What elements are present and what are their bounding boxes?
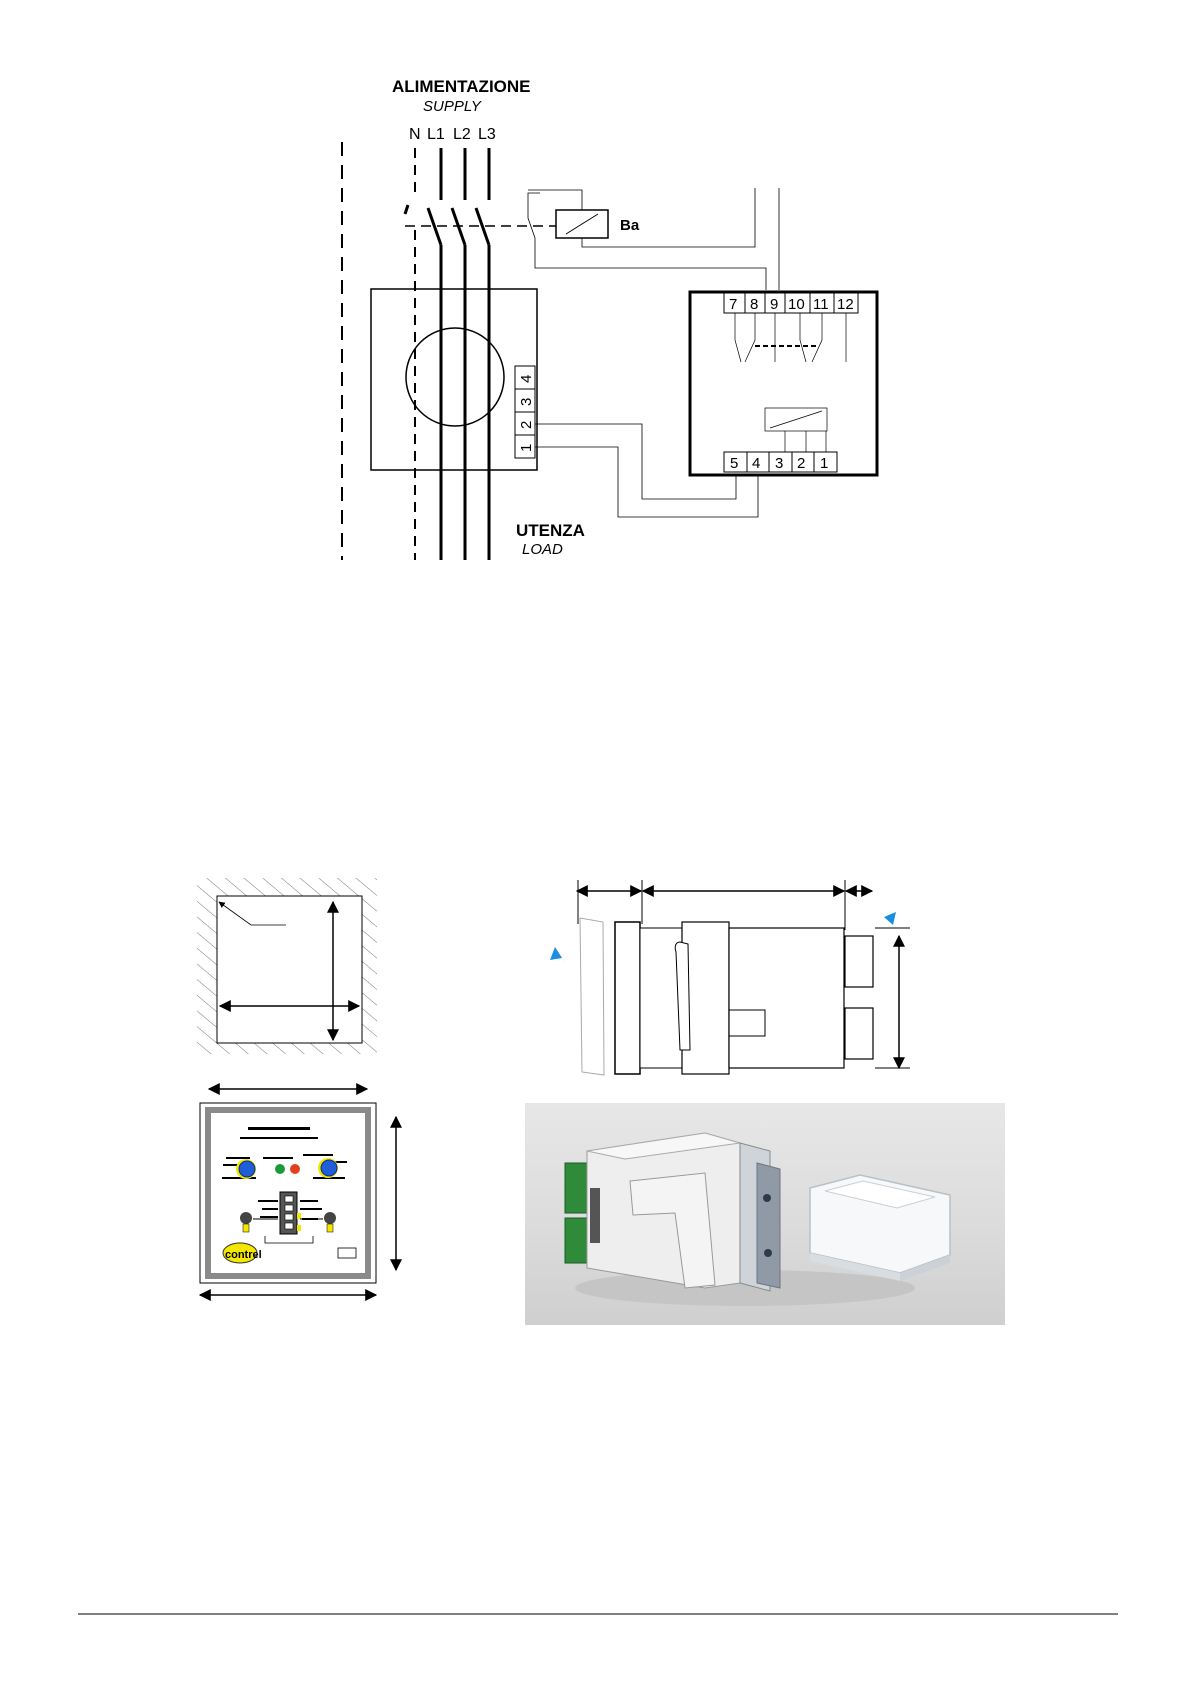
photo-front-panel xyxy=(757,1163,780,1288)
left-button-stem xyxy=(243,1224,249,1232)
relay-terminal-b3: 3 xyxy=(775,455,784,472)
arrow-pointer-icon xyxy=(550,947,566,964)
phase-label-l3: L3 xyxy=(478,126,496,143)
phase-label-l2: L2 xyxy=(453,126,471,143)
ct-terminal-4: 4 xyxy=(518,374,535,383)
wiring-diagram xyxy=(0,0,1190,600)
left-knob-icon xyxy=(239,1161,255,1177)
relay-terminal-12: 12 xyxy=(837,296,854,313)
relay-terminal-b5: 5 xyxy=(730,455,739,472)
relay-terminal-b4: 4 xyxy=(752,455,761,472)
dip-indicator xyxy=(297,1213,301,1219)
face-title-line xyxy=(248,1127,310,1130)
relay-terminal-11: 11 xyxy=(813,296,829,313)
relay-terminal-10: 10 xyxy=(788,296,805,313)
side-view-drawing xyxy=(550,880,910,1075)
phase-label-l1: L1 xyxy=(427,126,445,143)
right-button-icon xyxy=(324,1212,336,1224)
load-label-it: UTENZA xyxy=(516,521,585,540)
relay-terminal-b2: 2 xyxy=(797,455,806,472)
face-title-line xyxy=(240,1137,318,1139)
right-knob-icon xyxy=(321,1160,337,1176)
relay-terminal-9: 9 xyxy=(770,296,779,313)
front-view-drawing xyxy=(200,1089,396,1295)
ct-terminal-1: 1 xyxy=(518,443,535,452)
dip-indicator xyxy=(297,1225,301,1231)
relay-unit xyxy=(690,292,877,475)
current-transformer xyxy=(371,289,537,470)
neutral-switch xyxy=(405,205,408,214)
green-led-icon xyxy=(275,1164,285,1174)
approval-mark-icon xyxy=(338,1248,356,1258)
phase-label-n: N xyxy=(409,126,421,143)
relay-terminal-b1: 1 xyxy=(820,455,829,472)
supply-label-it: ALIMENTAZIONE xyxy=(392,77,531,96)
front-bezel-side xyxy=(615,922,640,1074)
load-label-en: LOAD xyxy=(522,541,563,558)
ct-terminal-3: 3 xyxy=(518,397,535,406)
ct-terminal-2: 2 xyxy=(518,420,535,429)
relay-terminal-7: 7 xyxy=(729,296,738,313)
brand-text: contrel xyxy=(225,1249,262,1261)
arrow-pointer-icon xyxy=(884,912,896,925)
coil-label: Ba xyxy=(620,217,640,234)
supply-label-en: SUPPLY xyxy=(423,98,481,115)
right-button-stem xyxy=(327,1224,333,1232)
panel-cutout-drawing xyxy=(197,878,377,1054)
red-led-icon xyxy=(290,1164,300,1174)
left-button-icon xyxy=(240,1212,252,1224)
product-photo xyxy=(525,1103,1005,1325)
relay-terminal-8: 8 xyxy=(750,296,759,313)
cutout-opening xyxy=(217,896,362,1043)
terminal-block-top xyxy=(845,936,873,987)
coil-wire-a xyxy=(528,193,766,290)
housing-body xyxy=(729,928,844,1068)
photo-knob xyxy=(764,1249,772,1257)
transparent-cover xyxy=(580,918,604,1075)
photo-knob xyxy=(763,1194,771,1202)
product-photo-illustration xyxy=(525,1103,1005,1325)
terminal-block-bottom xyxy=(845,1008,873,1059)
photo-slot xyxy=(590,1188,600,1243)
